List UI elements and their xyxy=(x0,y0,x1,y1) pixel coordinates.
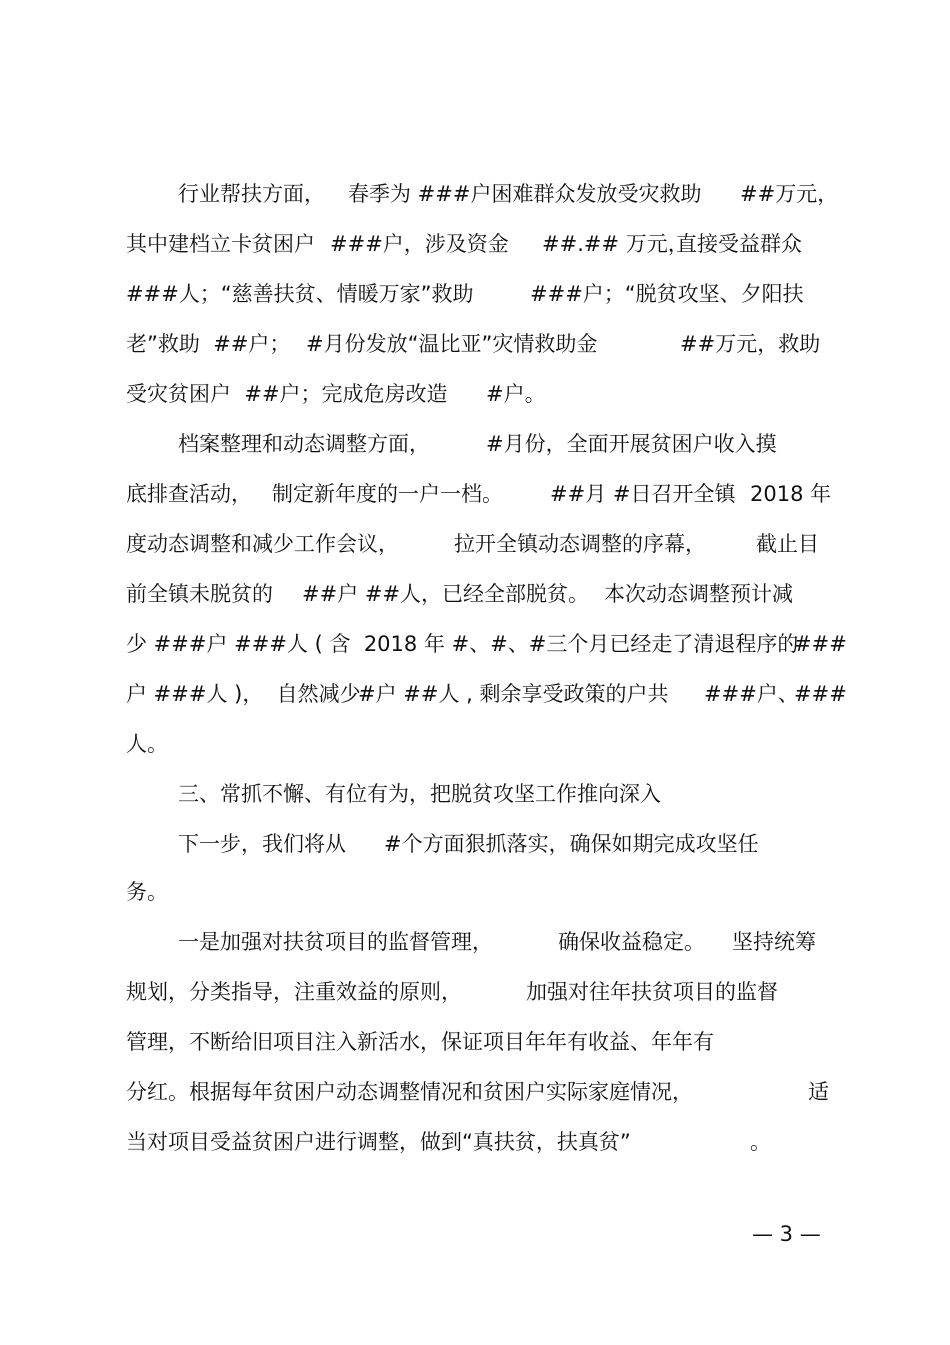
text-segment: 一是加强对扶贫项目的监督管理， xyxy=(178,930,493,954)
text-segment: ###户、 xyxy=(704,682,799,706)
text-segment: ### xyxy=(794,632,847,656)
text-segment: 。 xyxy=(750,1130,771,1154)
text-line xyxy=(0,1022,950,1062)
text-segment: #个方面狠抓落实，确保如期完成攻坚任 xyxy=(384,832,759,856)
text-line xyxy=(0,972,950,1012)
text-segment: 坚持统筹 xyxy=(732,930,816,954)
page-number: — 3 — xyxy=(752,1222,821,1246)
text-segment: 制定新年度的一户一档。 xyxy=(272,482,503,506)
text-segment: 截止目 xyxy=(756,532,819,556)
text-segment: 人。 xyxy=(126,732,168,756)
text-line xyxy=(0,474,950,514)
text-segment: 务。 xyxy=(126,880,168,904)
text-line xyxy=(0,174,950,214)
text-line xyxy=(0,524,950,564)
text-segment: ##万元，救助 xyxy=(680,332,821,356)
text-line xyxy=(0,374,950,414)
text-segment: 直接受益群众 xyxy=(676,232,802,256)
text-segment: ###户；“脱贫攻坚、夕阳扶 xyxy=(530,282,804,306)
text-segment: 其中建档立卡贫困户 xyxy=(126,232,315,256)
text-segment: 档案整理和动态调整方面， xyxy=(178,432,430,456)
text-line xyxy=(0,724,950,764)
text-segment: 底排查活动， xyxy=(126,482,252,506)
text-segment: 少 ###户 ###人 ( 含 2018 年 #、#、#三个月已经走了清退程序的 xyxy=(126,632,799,656)
text-segment: ##户 ##人，已经全部脱贫。 xyxy=(302,582,590,606)
text-segment: ### xyxy=(794,682,847,706)
text-line xyxy=(0,324,950,364)
text-line xyxy=(0,674,950,714)
text-segment: 下一步，我们将从 xyxy=(178,832,346,856)
text-line xyxy=(0,922,950,962)
text-segment: 户 ###人 )， 自然减少 xyxy=(126,682,361,706)
text-segment: 度动态调整和减少工作会议， xyxy=(126,532,399,556)
text-segment: 行业帮扶方面， xyxy=(178,182,325,206)
text-segment: 前全镇未脱贫的 xyxy=(126,582,273,606)
text-segment: #户 ##人 , 剩余享受政策的户共 xyxy=(358,682,669,706)
text-line xyxy=(0,1072,950,1112)
text-segment: 适 xyxy=(808,1080,829,1104)
text-segment: 拉开全镇动态调整的序幕， xyxy=(454,532,706,556)
text-line xyxy=(0,574,950,614)
text-line xyxy=(0,224,950,264)
text-segment: #月份发放“温比亚”灾情救助金 xyxy=(306,332,598,356)
text-segment: 三、常抓不懈、有位有为，把脱贫攻坚工作推向深入 xyxy=(178,782,661,806)
text-line xyxy=(0,624,950,664)
text-segment: 本次动态调整预计减 xyxy=(604,582,793,606)
text-line xyxy=(0,872,950,912)
text-line xyxy=(0,424,950,464)
text-segment: 确保收益稳定。 xyxy=(558,930,705,954)
text-segment: 加强对往年扶贫项目的监督 xyxy=(526,980,778,1004)
text-segment: 2018 年 xyxy=(750,482,832,506)
text-line xyxy=(0,1122,950,1162)
text-segment: ##.## 万元， xyxy=(542,232,689,256)
text-segment: 老”救助 ##户； xyxy=(126,332,291,356)
text-segment: 分红。根据每年贫困户动态调整情况和贫困户实际家庭情况， xyxy=(126,1080,693,1104)
text-segment: ##万元， xyxy=(740,182,839,206)
text-segment: 规划，分类指导，注重效益的原则， xyxy=(126,980,462,1004)
text-segment: 春季为 ###户困难群众发放受灾救助 xyxy=(348,182,702,206)
text-line xyxy=(0,274,950,314)
text-segment: ##月 #日召开全镇 xyxy=(550,482,736,506)
text-segment: 受灾贫困户 ##户；完成危房改造 xyxy=(126,382,448,406)
text-segment: #月份，全面开展贫困户收入摸 xyxy=(486,432,777,456)
text-segment: ###人；“慈善扶贫、情暖万家”救助 xyxy=(126,282,474,306)
text-segment: ###户，涉及资金 xyxy=(330,232,509,256)
text-segment: 管理，不断给旧项目注入新活水，保证项目年年有收益、年年有 xyxy=(126,1030,714,1054)
heading-line xyxy=(0,774,950,814)
text-segment: 当对项目受益贫困户进行调整，做到“真扶贫，扶真贫” xyxy=(126,1130,631,1154)
text-segment: #户。 xyxy=(486,382,546,406)
text-line xyxy=(0,824,950,864)
